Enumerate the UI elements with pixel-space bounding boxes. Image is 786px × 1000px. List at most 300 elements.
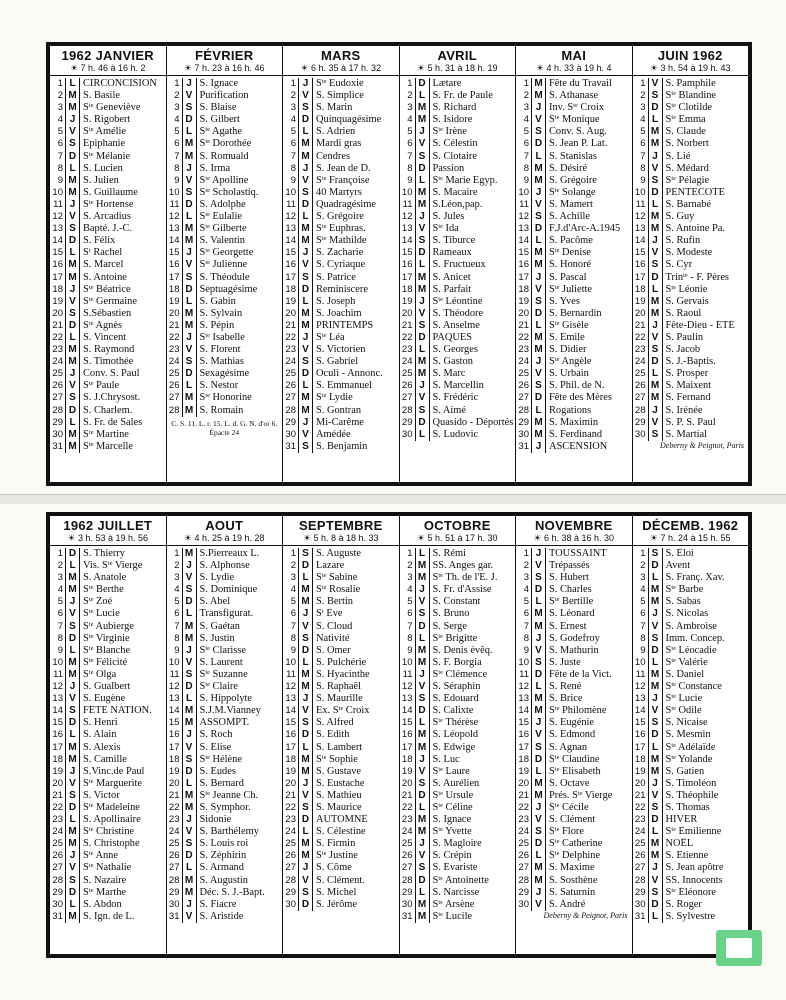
weekday-letter: J (415, 211, 430, 223)
day-number: 10 (518, 656, 529, 668)
saint-name: S. Pascal (549, 271, 587, 283)
day-number: 10 (52, 656, 63, 668)
weekday-letter: D (298, 368, 313, 380)
weekday-letter: M (648, 766, 663, 778)
day-row (50, 826, 166, 838)
weekday-letter: J (531, 717, 546, 729)
saint-name: Sᵗᵉ Valérie (665, 656, 708, 668)
saint-name: S. Franç. Xav. (665, 572, 725, 584)
weekday-letter: M (298, 223, 313, 235)
day-number: 11 (402, 198, 413, 210)
saint-name: S. Nazaire (83, 874, 127, 886)
day-row (50, 308, 166, 320)
saint-name: Quadragésime (316, 198, 377, 210)
weekday-letter: D (298, 284, 313, 296)
day-row (283, 320, 399, 332)
weekday-letter: V (415, 223, 430, 235)
weekday-letter: M (648, 754, 663, 766)
saint-name: S. Athanase (549, 90, 599, 102)
day-row (167, 621, 283, 633)
saint-name: S. Joseph (316, 295, 356, 307)
day-row (50, 259, 166, 271)
saint-name: Sᵗᵉ Zoé (83, 596, 113, 608)
day-number: 5 (640, 126, 646, 138)
day-number: 3 (174, 572, 180, 584)
day-number: 21 (168, 789, 180, 801)
saint-name: S. Mathias (199, 356, 244, 368)
month-column (283, 46, 400, 482)
month-header (283, 516, 399, 546)
day-number: 11 (635, 198, 646, 210)
weekday-letter: M (298, 308, 313, 320)
saint-name: Sᵗᵉ Paule (83, 380, 120, 392)
day-number: 22 (518, 801, 529, 813)
day-row (633, 90, 749, 102)
month-header (516, 516, 632, 546)
month-column (167, 46, 284, 482)
saint-name: Sᵗᵉ Philomène (549, 705, 607, 717)
day-number: 6 (523, 138, 529, 150)
saint-name: S. Fr. de Sales (83, 416, 143, 428)
day-row (400, 151, 516, 163)
weekday-letter: S (531, 742, 546, 754)
saint-name: Sᵗᵉ Bertille (549, 596, 594, 608)
day-row (167, 705, 283, 717)
weekday-letter: M (531, 332, 546, 344)
weekday-letter: V (65, 380, 80, 392)
saint-name: S. Justin (199, 632, 235, 644)
weekday-letter: L (298, 657, 313, 669)
weekday-letter: V (648, 875, 663, 887)
weekday-letter: M (298, 138, 313, 150)
saint-name: Sᵗᵉ Gisèle (549, 319, 589, 331)
weekday-letter: M (531, 90, 546, 102)
saint-name: Sᵗᵉ Germaine (83, 295, 137, 307)
day-list (633, 76, 749, 482)
saint-name: S. Gatien (665, 765, 705, 777)
saint-name: Sᵗᵉ Lucie (665, 693, 703, 705)
day-number: 13 (518, 693, 529, 705)
day-row (50, 114, 166, 126)
day-number: 14 (168, 705, 180, 717)
saint-name: S. Michel (316, 886, 357, 898)
weekday-letter: S (182, 187, 197, 199)
saint-name: Sidonie (199, 814, 232, 826)
day-number: 9 (523, 174, 529, 186)
day-row (633, 911, 749, 923)
saint-name: S. Patrice (316, 271, 356, 283)
day-number: 12 (285, 681, 296, 693)
day-row (516, 247, 632, 259)
day-row (50, 247, 166, 259)
day-row (516, 138, 632, 150)
saint-name: S. Clément. (316, 874, 365, 886)
month-header (167, 516, 283, 546)
saint-name: Sᵗᵉ Martine (83, 428, 129, 440)
saint-name: S. Gontran (316, 404, 362, 416)
day-row (50, 596, 166, 608)
day-row (633, 729, 749, 741)
day-row (167, 911, 283, 923)
saint-name: S. Parfait (432, 283, 472, 295)
saint-name: S. Godefroy (549, 632, 600, 644)
saint-name: Sᵗᵉ Virginie (83, 632, 130, 644)
weekday-letter: V (415, 308, 430, 320)
saint-name: S. Raymond (83, 344, 135, 356)
day-row (400, 826, 516, 838)
weekday-letter: V (648, 790, 663, 802)
saint-name: Sᵗ Rachel (83, 247, 123, 259)
day-number: 14 (285, 705, 296, 717)
weekday-letter: J (182, 899, 197, 911)
day-row (50, 778, 166, 790)
day-row (283, 681, 399, 693)
saint-name: S. Nestor (199, 380, 239, 392)
day-row (516, 272, 632, 284)
day-row (283, 645, 399, 657)
day-row (283, 838, 399, 850)
weekday-letter: L (65, 163, 80, 175)
day-number: 14 (401, 235, 413, 247)
weekday-letter: V (65, 778, 80, 790)
day-number: 25 (285, 368, 296, 380)
day-row (633, 223, 749, 235)
saint-name: S. Raoul (665, 307, 702, 319)
day-row (167, 405, 283, 417)
weekday-letter: M (415, 199, 430, 211)
day-number: 8 (640, 632, 646, 644)
day-row (633, 308, 749, 320)
day-row (167, 742, 283, 754)
day-number: 4 (174, 114, 180, 126)
day-number: 3 (290, 102, 296, 114)
weekday-letter: L (648, 368, 663, 380)
weekday-letter: M (182, 223, 197, 235)
day-number: 29 (52, 886, 63, 898)
day-row (400, 199, 516, 211)
day-row (516, 572, 632, 584)
weekday-letter: M (648, 596, 663, 608)
saint-name: S. Roger (665, 898, 702, 910)
saint-name: S. Ign. de L. (83, 910, 135, 922)
weekday-letter: J (531, 548, 546, 560)
day-row (400, 862, 516, 874)
weekday-letter: S (182, 754, 197, 766)
weekday-letter: V (298, 175, 313, 187)
saint-name: S. Norbert (665, 138, 709, 150)
day-number: 25 (401, 368, 413, 380)
weekday-letter: S (648, 344, 663, 356)
weekday-letter: M (65, 669, 80, 681)
weekday-letter: L (65, 417, 80, 429)
weekday-letter: M (298, 405, 313, 417)
saint-name: S.Sébastien (83, 307, 132, 319)
saint-name: S. Luc (432, 753, 460, 765)
day-row (633, 838, 749, 850)
weekday-letter: S (298, 272, 313, 284)
saint-name: S. Maxime (549, 862, 595, 874)
day-number: 13 (52, 693, 63, 705)
saint-name: ASCENSION (549, 440, 608, 452)
day-number: 15 (518, 247, 529, 259)
day-row (283, 669, 399, 681)
day-row (400, 621, 516, 633)
saint-name: Sᵗᵉ Béatrice (83, 283, 131, 295)
weekday-letter: M (298, 392, 313, 404)
day-row (50, 729, 166, 741)
day-row (516, 584, 632, 596)
day-number: 23 (401, 344, 413, 356)
day-number: 18 (518, 753, 529, 765)
day-number: 8 (290, 162, 296, 174)
day-row (516, 608, 632, 620)
day-row (167, 838, 283, 850)
weekday-letter: D (65, 633, 80, 645)
saint-name: Sᵗᵉ Claire (199, 681, 238, 693)
weekday-letter: M (298, 850, 313, 862)
saint-name: S. Hippolyte (199, 693, 253, 705)
day-number: 8 (523, 632, 529, 644)
saint-name: S. Pacôme (549, 235, 593, 247)
day-row (283, 392, 399, 404)
saint-name: S. Valentin (199, 235, 245, 247)
day-number: 27 (401, 392, 413, 404)
saint-name: S. Gaston (432, 356, 473, 368)
saint-name: S. Rigobert (83, 114, 131, 126)
weekday-letter: V (531, 645, 546, 657)
day-row (283, 296, 399, 308)
day-number: 9 (57, 644, 63, 656)
saint-name: S. Jules (432, 211, 465, 223)
saint-name: S. Victorien (316, 344, 366, 356)
day-list (516, 76, 632, 482)
day-row (516, 284, 632, 296)
day-number: 17 (285, 741, 296, 753)
day-number: 19 (168, 295, 180, 307)
day-row (400, 429, 516, 441)
saint-name: Vis. Sᵗᵉ Vierge (83, 560, 143, 572)
day-number: 25 (634, 838, 646, 850)
day-row (50, 320, 166, 332)
day-row (516, 681, 632, 693)
month-name: FÉVRIER (195, 48, 254, 63)
weekday-letter: L (531, 320, 546, 332)
weekday-letter: L (648, 742, 663, 754)
weekday-letter: D (65, 151, 80, 163)
day-row (633, 284, 749, 296)
weekday-letter: D (415, 705, 430, 717)
saint-name: Mi-Carême (316, 416, 364, 428)
weekday-letter: V (648, 417, 663, 429)
weekday-letter: J (182, 332, 197, 344)
saint-name: Fête du Travail (549, 78, 612, 89)
saint-name: S. Lié (665, 150, 691, 162)
day-number: 13 (285, 223, 296, 235)
day-row (633, 272, 749, 284)
saint-name: S. Emmanuel (316, 380, 372, 392)
saint-name: Déc. S. J.-Bapt. (199, 886, 265, 898)
weekday-letter: M (648, 584, 663, 596)
day-row (167, 766, 283, 778)
month-name: AVRIL (437, 48, 478, 63)
day-row (400, 584, 516, 596)
day-row (400, 405, 516, 417)
weekday-letter: S (182, 838, 197, 850)
weekday-letter: D (531, 754, 546, 766)
day-row (516, 102, 632, 114)
day-row (516, 669, 632, 681)
day-row (283, 766, 399, 778)
day-number: 10 (401, 186, 413, 198)
day-number: 5 (407, 596, 413, 608)
weekday-letter: V (648, 705, 663, 717)
day-row (633, 693, 749, 705)
saint-name: Sᵗᵉ Marthe (83, 886, 127, 898)
day-number: 18 (168, 753, 180, 765)
weekday-letter: D (415, 621, 430, 633)
saint-name: S. Edouard (432, 693, 479, 705)
day-number: 2 (174, 90, 180, 102)
saint-name: S. Fructueux (432, 259, 486, 271)
weekday-letter: S (531, 211, 546, 223)
day-row (50, 850, 166, 862)
day-row (516, 114, 632, 126)
day-number: 30 (401, 898, 413, 910)
day-number: 2 (57, 560, 63, 572)
day-number: 9 (290, 174, 296, 186)
weekday-letter: V (415, 596, 430, 608)
weekday-letter: S (531, 826, 546, 838)
day-row (167, 211, 283, 223)
weekday-letter: V (298, 621, 313, 633)
day-number: 21 (401, 319, 413, 331)
saint-name: Sᵗᵉ Madeleine (83, 801, 140, 813)
weekday-letter: S (182, 584, 197, 596)
weekday-letter: J (298, 78, 313, 90)
day-number: 29 (401, 886, 413, 898)
day-row (283, 126, 399, 138)
day-number: 17 (401, 741, 413, 753)
weekday-letter: J (298, 332, 313, 344)
day-number: 23 (518, 344, 529, 356)
day-row (167, 693, 283, 705)
weekday-letter: D (298, 560, 313, 572)
weekday-letter: L (415, 633, 430, 645)
day-number: 25 (52, 368, 63, 380)
day-number: 31 (168, 910, 180, 922)
day-row (400, 802, 516, 814)
saint-name: S. Gaétan (199, 620, 240, 632)
day-number: 24 (401, 356, 413, 368)
printer-credit: Deberny & Peignot, Paris (543, 910, 628, 920)
day-row (400, 211, 516, 223)
day-row (400, 235, 516, 247)
weekday-letter: D (648, 814, 663, 826)
day-number: 17 (52, 741, 63, 753)
weekday-letter: J (415, 584, 430, 596)
day-number: 16 (634, 259, 646, 271)
weekday-letter: M (298, 584, 313, 596)
day-number: 9 (290, 644, 296, 656)
day-number: 3 (174, 102, 180, 114)
saint-name: S. Christophe (83, 838, 140, 850)
saint-name: S. Florent (199, 344, 241, 356)
day-number: 12 (634, 681, 646, 693)
sunrise-sunset: ☀ 7 h. 24 à 15 h. 55 (649, 533, 731, 543)
saint-name: S. Marc (432, 368, 466, 380)
day-number: 14 (634, 235, 646, 247)
day-number: 30 (285, 898, 296, 910)
day-row (633, 175, 749, 187)
day-number: 24 (401, 826, 413, 838)
weekday-letter: M (531, 875, 546, 887)
day-row (167, 633, 283, 645)
saint-name: S. Adolphe (199, 198, 246, 210)
day-row (633, 875, 749, 887)
saint-name: S. J.Chrysost. (83, 392, 141, 404)
weekday-letter: S (415, 862, 430, 874)
saint-name: AUTOMNE (316, 814, 368, 826)
saint-name: Sᵗᵉ Lydie (316, 392, 353, 404)
day-number: 26 (634, 850, 646, 862)
day-row (516, 417, 632, 429)
day-number: 26 (168, 380, 180, 392)
day-number: 11 (286, 668, 296, 680)
day-number: 25 (168, 368, 180, 380)
day-number: 11 (169, 668, 180, 680)
saint-name: S. Thierry (83, 548, 125, 559)
saint-name: S. Constant (432, 596, 481, 608)
day-number: 12 (518, 211, 529, 223)
day-row (167, 681, 283, 693)
saint-name: S. Georges (432, 344, 478, 356)
weekday-letter: D (298, 729, 313, 741)
day-number: 8 (174, 632, 180, 644)
sunrise-sunset: ☀ 7 h. 46 à 16 h. 2 (69, 63, 146, 73)
weekday-letter: J (531, 272, 546, 284)
day-number: 27 (401, 862, 413, 874)
day-number: 1 (407, 78, 413, 89)
saint-name: Sᵗᵉ Angèle (549, 356, 592, 368)
saint-name: Sᵗᵉ Dorothée (199, 138, 252, 150)
weekday-letter: M (415, 187, 430, 199)
weekday-letter: M (182, 320, 197, 332)
day-number: 16 (518, 729, 529, 741)
saint-name: S. Gabin (199, 295, 236, 307)
day-row (283, 223, 399, 235)
weekday-letter: M (415, 911, 430, 923)
day-number: 23 (168, 814, 180, 826)
day-number: 29 (285, 416, 296, 428)
weekday-letter: V (415, 392, 430, 404)
weekday-letter: D (531, 669, 546, 681)
day-row (516, 151, 632, 163)
day-row (167, 223, 283, 235)
saint-name: S. Médard (665, 162, 709, 174)
day-row (400, 392, 516, 404)
weekday-letter: M (415, 114, 430, 126)
day-number: 12 (401, 681, 413, 693)
month-column (50, 46, 167, 482)
saint-name: Rogations (549, 404, 592, 416)
day-row (283, 405, 399, 417)
day-number: 4 (290, 584, 296, 596)
day-number: 30 (634, 428, 646, 440)
weekday-letter: J (298, 778, 313, 790)
day-number: 26 (401, 850, 413, 862)
saint-name: S. Évariste (432, 862, 478, 874)
weekday-letter: D (182, 596, 197, 608)
